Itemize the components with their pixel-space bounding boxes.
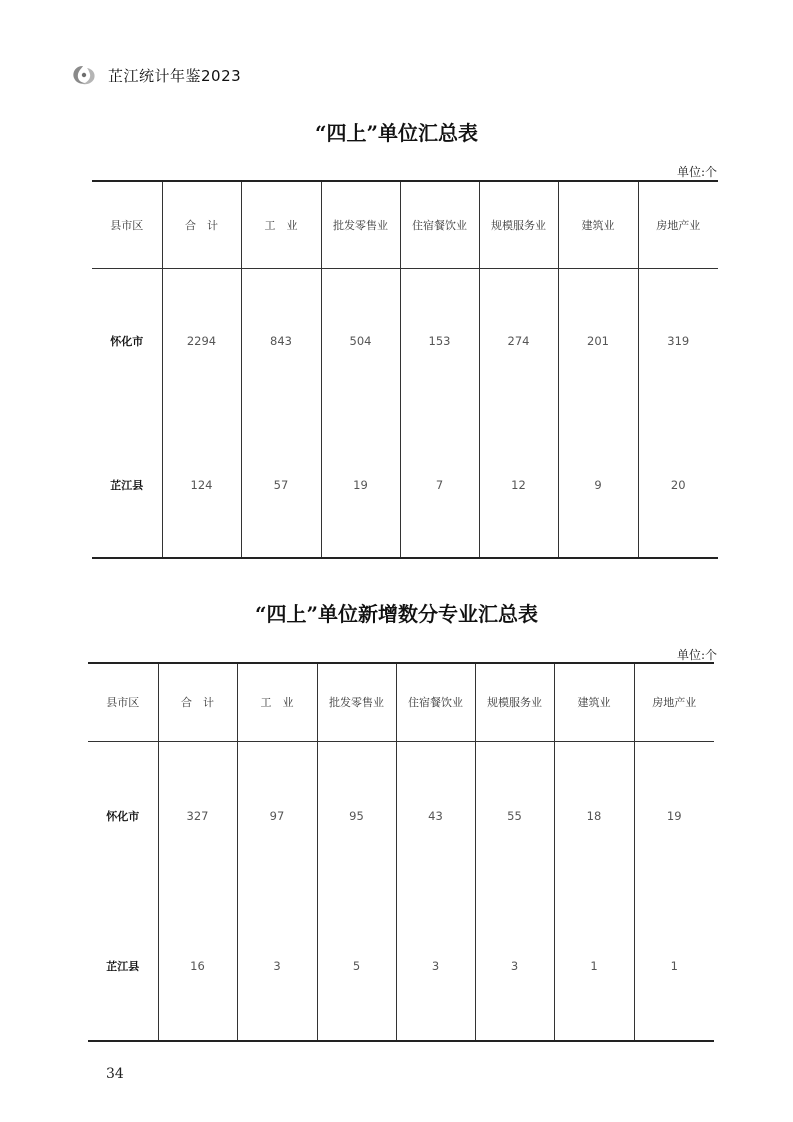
summary-table — [92, 180, 718, 559]
cell-value: 274 — [479, 268, 558, 413]
page-number: 34 — [106, 1066, 124, 1082]
table-row — [92, 413, 718, 558]
cell-value: 3 — [396, 891, 475, 1041]
table-row — [88, 891, 714, 1041]
cell-value: 327 — [158, 741, 237, 891]
column-header: 建筑业 — [554, 663, 634, 741]
table-1-title: “四上”单位汇总表 — [314, 121, 478, 145]
column-header: 县市区 — [92, 181, 162, 268]
cell-value: 57 — [241, 413, 321, 558]
cell-value: 95 — [317, 741, 396, 891]
page-header — [70, 62, 241, 88]
cell-value: 19 — [321, 413, 400, 558]
row-label: 芷江县 — [88, 891, 158, 1041]
column-header: 工 业 — [237, 663, 317, 741]
column-header: 住宿餐饮业 — [396, 663, 475, 741]
cell-value: 319 — [638, 268, 718, 413]
column-header: 房地产业 — [638, 181, 718, 268]
cell-value: 124 — [162, 413, 241, 558]
cell-value: 3 — [475, 891, 554, 1041]
row-label: 芷江县 — [92, 413, 162, 558]
yearbook-title: 芷江统计年鉴2023 — [108, 66, 242, 85]
cell-value: 18 — [554, 741, 634, 891]
cell-value: 153 — [400, 268, 479, 413]
column-header: 建筑业 — [558, 181, 638, 268]
cell-value: 9 — [558, 413, 638, 558]
cell-value: 12 — [479, 413, 558, 558]
cell-value: 1 — [554, 891, 634, 1041]
column-header: 工 业 — [241, 181, 321, 268]
cell-value: 55 — [475, 741, 554, 891]
column-header: 合 计 — [162, 181, 241, 268]
column-header: 房地产业 — [634, 663, 714, 741]
table-row — [92, 268, 718, 413]
table-header-row — [92, 181, 718, 268]
table-header-row — [88, 663, 714, 741]
cell-value: 43 — [396, 741, 475, 891]
cell-value: 504 — [321, 268, 400, 413]
row-label: 怀化市 — [110, 334, 144, 348]
table-row — [88, 741, 714, 891]
column-header: 规模服务业 — [479, 181, 558, 268]
column-header: 住宿餐饮业 — [400, 181, 479, 268]
column-header: 批发零售业 — [321, 181, 400, 268]
table-1-unit: 单位:个 — [676, 165, 717, 179]
column-header: 合 计 — [158, 663, 237, 741]
cell-value: 843 — [241, 268, 321, 413]
column-header: 批发零售业 — [317, 663, 396, 741]
cell-value: 3 — [237, 891, 317, 1041]
table-2-unit: 单位:个 — [676, 648, 717, 662]
cell-value: 2294 — [162, 268, 241, 413]
cell-value: 97 — [237, 741, 317, 891]
column-header: 县市区 — [88, 663, 158, 741]
cell-value: 201 — [558, 268, 638, 413]
row-label: 怀化市 — [106, 810, 140, 824]
column-header: 规模服务业 — [475, 663, 554, 741]
new-units-table — [88, 662, 714, 1042]
table-2-title: “四上”单位新增数分专业汇总表 — [254, 602, 538, 626]
yearbook-logo-icon — [70, 63, 98, 87]
cell-value: 5 — [317, 891, 396, 1041]
cell-value: 20 — [638, 413, 718, 558]
cell-value: 16 — [158, 891, 237, 1041]
cell-value: 19 — [634, 741, 714, 891]
cell-value: 7 — [400, 413, 479, 558]
cell-value: 1 — [634, 891, 714, 1041]
